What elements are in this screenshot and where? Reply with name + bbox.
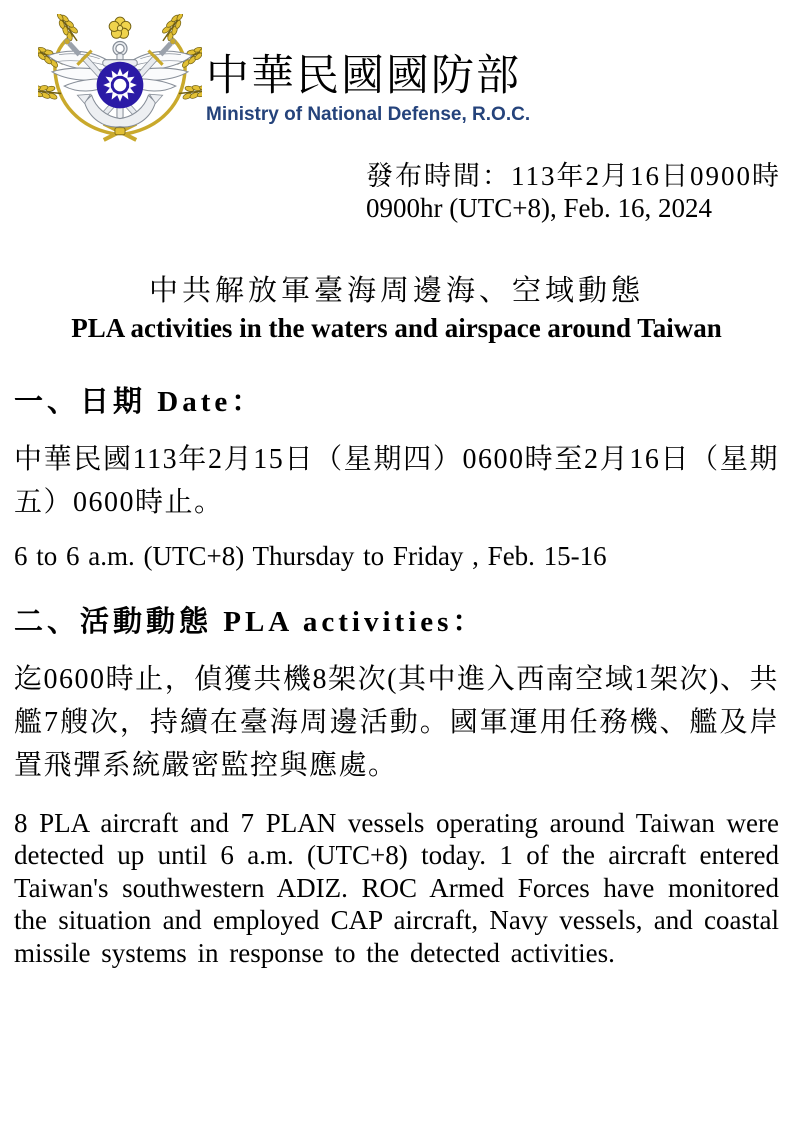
document-title-en: PLA activities in the waters and airspace around Taiwan xyxy=(71,313,722,343)
mnd-emblem-icon xyxy=(38,14,202,148)
org-title-block xyxy=(206,54,530,126)
section-date-body-en: 6 to 6 a.m. (UTC+8) Thursday to Friday , Feb. 15-16 xyxy=(14,541,607,571)
section-date-body-zh: 中華民國113年2月15日（星期四）0600時至2月16日（星期五）0600時止。 xyxy=(14,444,779,518)
section-activities-body-en: 8 PLA aircraft and 7 PLAN vessels operating around Taiwan were detected up until 6 a.m. (UTC+8) today. 1 of the aircraft entered Taiwan's southwestern ADIZ. ROC Armed Forces have monitored the situation and employed CAP aircraft, Navy vessels, and coastal missile systems in response to the detected activities. xyxy=(14,807,779,968)
press-release-page xyxy=(0,14,793,1129)
section-activities-heading: 二、活動動態 PLA activities： xyxy=(14,605,486,638)
section-activities xyxy=(14,599,779,970)
document-title-zh: 中共解放軍臺海周邊海、空域動態 xyxy=(148,275,644,307)
section-activities-body-zh: 迄0600時止，偵獲共機8架次(其中進入西南空域1架次)、共艦7艘次，持續在臺海周邊活動。國軍運用任務機、艦及岸置飛彈系統嚴密監控與應處。 xyxy=(14,663,779,781)
section-date-heading: 一、日期 Date： xyxy=(14,386,265,418)
release-time-zh: 發布時間：113年2月16日0900時 xyxy=(366,161,781,191)
release-time-en: 0900hr (UTC+8), Feb. 16, 2024 xyxy=(366,193,712,223)
release-time-block xyxy=(366,160,779,224)
org-name-zh: 中華民國國防部 xyxy=(206,53,521,100)
document-title xyxy=(14,268,779,344)
org-name-en: Ministry of National Defense, R.O.C. xyxy=(206,104,531,126)
plum-blossom-icon xyxy=(109,17,131,38)
header xyxy=(38,14,779,148)
section-date xyxy=(14,379,779,573)
